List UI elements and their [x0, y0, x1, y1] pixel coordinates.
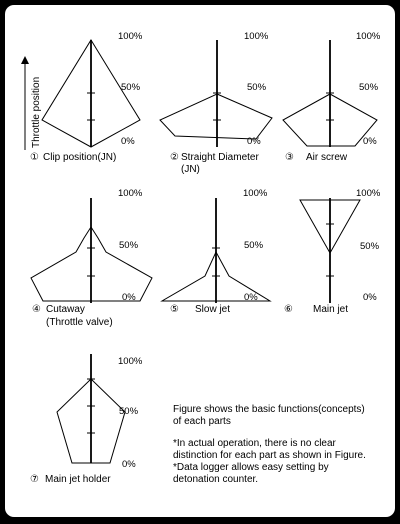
note-line-6: detonation counter.	[173, 474, 259, 485]
panel-cutaway	[31, 188, 152, 328]
panel-3-caption: Air screw	[306, 152, 348, 163]
panel-1-label-0: 0%	[121, 136, 135, 147]
panel-2-caption-line-1: Straight Diameter	[181, 152, 259, 163]
panel-4-number: ④	[32, 304, 41, 315]
panel-2-shape	[160, 94, 272, 139]
panel-main-jet	[284, 188, 381, 315]
panel-2-label-0: 0%	[247, 136, 261, 147]
panel-7-number: ⑦	[30, 474, 39, 485]
panel-6-number: ⑥	[284, 304, 293, 315]
note-line-4: distinction for each part as shown in Figure.	[173, 450, 366, 461]
panel-1-label-100: 100%	[118, 31, 143, 42]
note-line-2: of each parts	[173, 416, 231, 427]
panel-7-label-50: 50%	[119, 406, 139, 417]
note-line-3: *In actual operation, there is no clear	[173, 438, 336, 449]
panel-5-number: ⑤	[170, 304, 179, 315]
panel-1-number: ①	[30, 152, 39, 163]
note-line-1: Figure shows the basic functions(concepts)	[173, 404, 365, 415]
throttle-axis-title: Throttle position	[31, 76, 42, 148]
panel-4-caption-line-1: Cutaway	[46, 304, 85, 315]
panel-4-caption-line-2: (Throttle valve)	[46, 317, 113, 328]
panel-6-caption: Main jet	[313, 304, 349, 315]
panel-7-label-0: 0%	[122, 459, 136, 470]
panel-4-label-0: 0%	[122, 292, 136, 303]
notes-block	[173, 404, 366, 485]
panel-6-label-100: 100%	[356, 188, 381, 199]
panel-7-caption: Main jet holder	[45, 474, 111, 485]
panel-6-label-0: 0%	[363, 292, 377, 303]
panel-2-caption-line-2: (JN)	[181, 164, 200, 175]
note-line-5: *Data logger allows easy setting by	[173, 462, 329, 473]
panel-1-caption: Clip position(JN)	[43, 152, 117, 163]
panel-2-label-50: 50%	[247, 82, 267, 93]
panel-7-label-100: 100%	[118, 356, 143, 367]
panel-air-screw	[283, 31, 381, 163]
panel-straight-diameter	[160, 31, 272, 175]
panel-2-number: ②	[170, 152, 179, 163]
panel-3-number: ③	[285, 152, 294, 163]
throttle-position-indicator	[25, 60, 42, 150]
panel-main-jet-holder	[30, 354, 143, 485]
panel-5-label-100: 100%	[243, 188, 268, 199]
panel-slow-jet	[162, 188, 270, 315]
panel-3-label-50: 50%	[359, 82, 379, 93]
panel-6-label-50: 50%	[360, 241, 380, 252]
panel-3-label-100: 100%	[356, 31, 381, 42]
panel-5-label-50: 50%	[244, 240, 264, 251]
panel-5-caption: Slow jet	[195, 304, 231, 315]
panel-4-label-100: 100%	[118, 188, 143, 199]
panel-clip-position	[30, 31, 143, 163]
panel-4-label-50: 50%	[119, 240, 139, 251]
panel-5-label-0: 0%	[244, 292, 258, 303]
panel-2-label-100: 100%	[244, 31, 269, 42]
panel-3-label-0: 0%	[363, 136, 377, 147]
panel-1-label-50: 50%	[121, 82, 141, 93]
